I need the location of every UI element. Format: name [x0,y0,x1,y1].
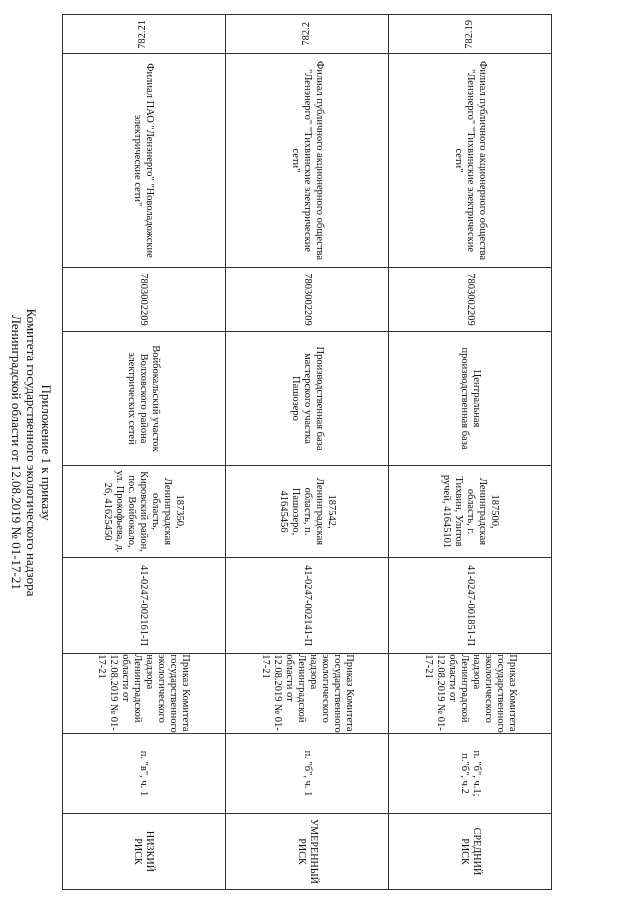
row-number: 782.19 [464,19,475,49]
document-header [4,0,54,905]
object-cell [389,331,551,465]
row-number-cell [226,15,388,53]
row-number-cell [389,15,551,53]
registry-table [62,14,552,890]
row-number: 782.21 [137,19,149,49]
inn-cell [62,267,225,331]
organization-cell [389,53,551,267]
table-row [62,15,225,889]
risk-category: НИЗКИЙ РИСК [132,830,156,873]
object-address: 187542, Ленинградская область, п. Пашозеро, 41645456 [278,477,337,546]
object-code: 41-0247-002141-П [302,564,313,647]
organization-name: Филиал ПАО "Ленэнерго" "Новоладожские электрические сети" [132,63,156,258]
header-line-1: Приложение 1 к приказу [39,384,54,521]
order-cell [226,653,388,733]
object-name: Производственная база мастерского участка Пашозеро [290,346,325,451]
object-cell [62,331,225,465]
address-cell [62,465,225,557]
address-cell [389,465,551,557]
row-number-cell [62,15,225,53]
address-cell [226,465,388,557]
organization-cell [62,53,225,267]
object-code-cell [62,557,225,653]
object-address: 187350, Ленинградская область, Кировский район, пос. Войбокало, ул. Прокофьева, д. 26, 41625450 [102,470,186,553]
order-reference: Приказ Комитета государственного экологического надзора Ленинградской области от 12.08.2019 № 01-17-21 [260,654,355,733]
risk-cell [226,813,388,889]
criteria-value: п. "в", ч. 1 [138,750,150,797]
risk-category: УМЕРЕННЫЙ РИСК [296,818,319,885]
table-row [388,15,551,889]
order-cell [389,653,551,733]
inn-value: 7803002209 [138,273,150,326]
criteria-value: п. "б", ч. 1 [302,750,313,797]
object-code-cell [226,557,388,653]
header-line-2: Комитета государственного экологического надзора [24,308,39,597]
object-name: Войбокальский участок Волховского района электрических сетей [126,345,162,452]
inn-cell [226,267,388,331]
order-cell [62,653,225,733]
organization-cell [226,53,388,267]
criteria-cell [62,733,225,813]
risk-cell [389,813,551,889]
object-code-cell [389,557,551,653]
inn-value: 7803002209 [302,273,313,326]
object-cell [226,331,388,465]
criteria-cell [226,733,388,813]
header-line-3: Ленинградской области от 12.08.2019 № 01-17-21 [9,315,24,590]
object-code: 41-0247-002161-П [138,564,150,647]
risk-category: СРЕДНИЙ РИСК [459,827,482,876]
object-name: Центральная производственная база [459,347,482,450]
table-row [225,15,388,889]
object-address: 187500, Ленинградская область, г. Тихвин, Улитов ручей, 41645101 [441,474,500,549]
object-code: 41-0247-001851-П [465,564,476,647]
organization-name: Филиал публичного акционерного общества "Ленэнерго" "Тихвинские электрические сети" [290,60,325,261]
risk-cell [62,813,225,889]
order-reference: Приказ Комитета государственного экологического надзора Ленинградской области от 12.08.2019 № 01-17-21 [423,654,518,733]
row-number: 782.2 [301,22,312,46]
criteria-cell [389,733,551,813]
inn-cell [389,267,551,331]
criteria-value: п. "б", ч.1; п."б", ч.2 [459,750,482,797]
order-reference: Приказ Комитета государственного экологического надзора Ленинградской области от 12.08.2019 № 01-17-21 [96,654,192,733]
organization-name: Филиал публичного акционерного общества "Ленэнерго" "Тихвинские электрические сети" [453,60,488,261]
inn-value: 7803002209 [465,273,476,326]
